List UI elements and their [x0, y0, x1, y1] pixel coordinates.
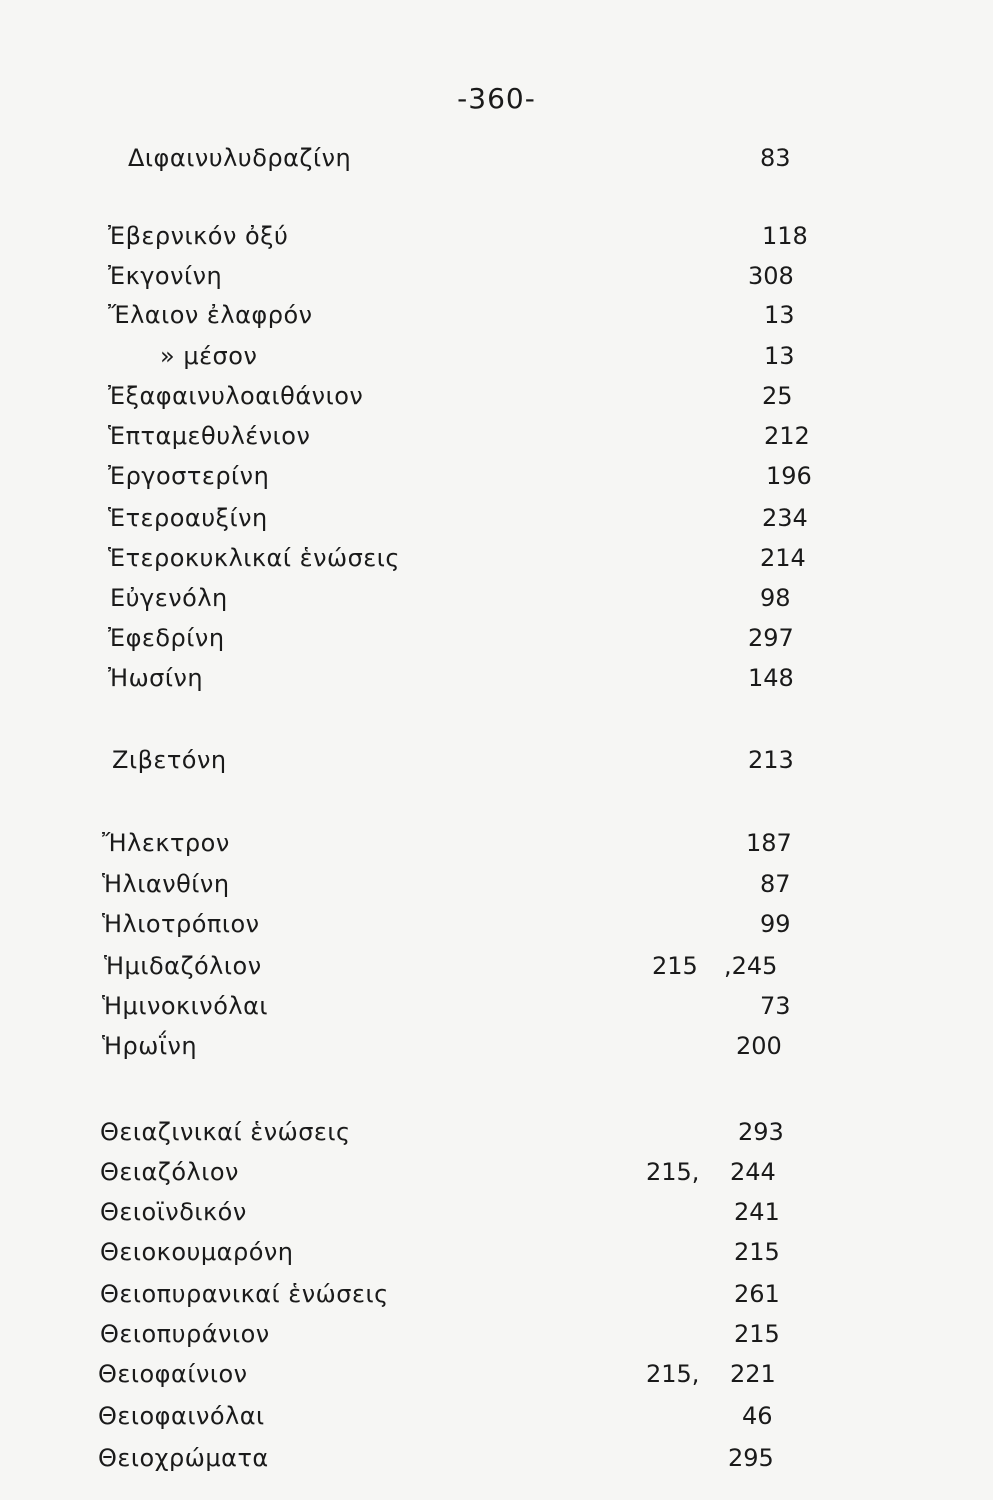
index-term: Ἑτεροκυκλικαί ἑνώσεις [108, 544, 400, 572]
index-page-ref: 212 [764, 422, 810, 450]
index-term: Θειοφαίνιον [98, 1360, 248, 1388]
index-term: Ἐκγονίνη [108, 262, 223, 290]
index-term: Ἤλεκτρον [102, 829, 230, 857]
index-entry [0, 218, 993, 258]
index-entry [0, 660, 993, 700]
index-term: Θειοφαινόλαι [98, 1402, 265, 1430]
index-page-ref: 215 [734, 1320, 780, 1348]
index-entry [0, 906, 993, 946]
index-entry [0, 1194, 993, 1234]
index-term: Θειοϊνδικόν [100, 1198, 247, 1226]
index-entry [0, 948, 993, 988]
index-entry [0, 458, 993, 498]
index-term: Ἡμινοκινόλαι [102, 992, 269, 1020]
index-page-ref: 13 [764, 301, 795, 329]
index-page-ref: 214 [760, 544, 806, 572]
index-term: Θειαζινικαί ἑνώσεις [100, 1118, 351, 1146]
index-page-ref: 99 [760, 910, 791, 938]
index-term: Διφαινυλυδραζίνη [128, 144, 352, 172]
index-entry [0, 378, 993, 418]
index-page-ref: 87 [760, 870, 791, 898]
index-term: Ἡλιανθίνη [102, 870, 230, 898]
index-entry [0, 500, 993, 540]
index-entry [0, 1154, 993, 1194]
index-page-ref: 25 [762, 382, 793, 410]
index-page-ref-extra: 215 [652, 952, 698, 980]
index-page-ref: 215 [734, 1238, 780, 1266]
index-entry [0, 1356, 993, 1396]
index-term: Ἐβερνικόν ὀξύ [108, 222, 289, 250]
index-term: Ἐξαφαινυλοαιθάνιον [108, 382, 364, 410]
index-entry [0, 825, 993, 865]
index-page-ref-extra: 215, [646, 1360, 700, 1388]
index-entry [0, 1440, 993, 1480]
index-term: Ἑτεροαυξίνη [108, 504, 268, 532]
index-page-ref: 234 [762, 504, 808, 532]
index-entry [0, 540, 993, 580]
index-entry [0, 866, 993, 906]
index-page-ref: 196 [766, 462, 812, 490]
index-page-ref: 83 [760, 144, 791, 172]
index-page-ref: 200 [736, 1032, 782, 1060]
page-number: -360- [457, 82, 536, 115]
index-page-ref: ,245 [724, 952, 778, 980]
index-term: Εὐγενόλη [110, 584, 228, 612]
index-entry [0, 1028, 993, 1068]
index-page-ref-extra: 215, [646, 1158, 700, 1186]
index-entry [0, 580, 993, 620]
index-entry [0, 338, 993, 378]
index-page-ref: 308 [748, 262, 794, 290]
index-term: Ἠωσίνη [108, 664, 204, 692]
index-entry [0, 258, 993, 298]
index-term: Θειοπυράνιον [100, 1320, 270, 1348]
index-page-ref: 261 [734, 1280, 780, 1308]
index-page-ref: 293 [738, 1118, 784, 1146]
index-term: Ζιβετόνη [112, 746, 227, 774]
index-page-ref: 73 [760, 992, 791, 1020]
index-page-ref: 241 [734, 1198, 780, 1226]
index-page-ref: 244 [730, 1158, 776, 1186]
index-term: Ἑπταμεθυλένιον [108, 422, 311, 450]
index-entry [0, 1276, 993, 1316]
index-entry [0, 620, 993, 660]
index-entry [0, 1398, 993, 1438]
index-page-ref: 297 [748, 624, 794, 652]
index-page-ref: 46 [742, 1402, 773, 1430]
index-page-ref: 295 [728, 1444, 774, 1472]
index-entry [0, 1316, 993, 1356]
index-term: Ἡλιοτρόπιον [102, 910, 260, 938]
index-entry [0, 742, 993, 782]
index-term: » μέσον [160, 342, 258, 370]
index-page-ref: 221 [730, 1360, 776, 1388]
index-term: Ἡμιδαζόλιον [104, 952, 262, 980]
index-term: Ἡρωΐνη [102, 1032, 198, 1060]
index-entry [0, 988, 993, 1028]
index-entry [0, 1114, 993, 1154]
index-term: Θειοχρώματα [98, 1444, 269, 1472]
index-entry [0, 418, 993, 458]
index-term: Ἐργοστερίνη [108, 462, 270, 490]
index-page-ref: 213 [748, 746, 794, 774]
index-page-ref: 13 [764, 342, 795, 370]
index-term: Ἔλαιον ἐλαφρόν [108, 301, 313, 329]
index-entry [0, 297, 993, 337]
index-term: Θειοκουμαρόνη [100, 1238, 294, 1266]
index-page-ref: 148 [748, 664, 794, 692]
index-entry [0, 1234, 993, 1274]
index-entry [0, 140, 993, 180]
index-term: Θειοπυρανικαί ἑνώσεις [100, 1280, 389, 1308]
index-term: Ἐφεδρίνη [108, 624, 225, 652]
index-page-ref: 118 [762, 222, 808, 250]
index-term: Θειαζόλιον [100, 1158, 239, 1186]
index-page-ref: 187 [746, 829, 792, 857]
index-page-ref: 98 [760, 584, 791, 612]
